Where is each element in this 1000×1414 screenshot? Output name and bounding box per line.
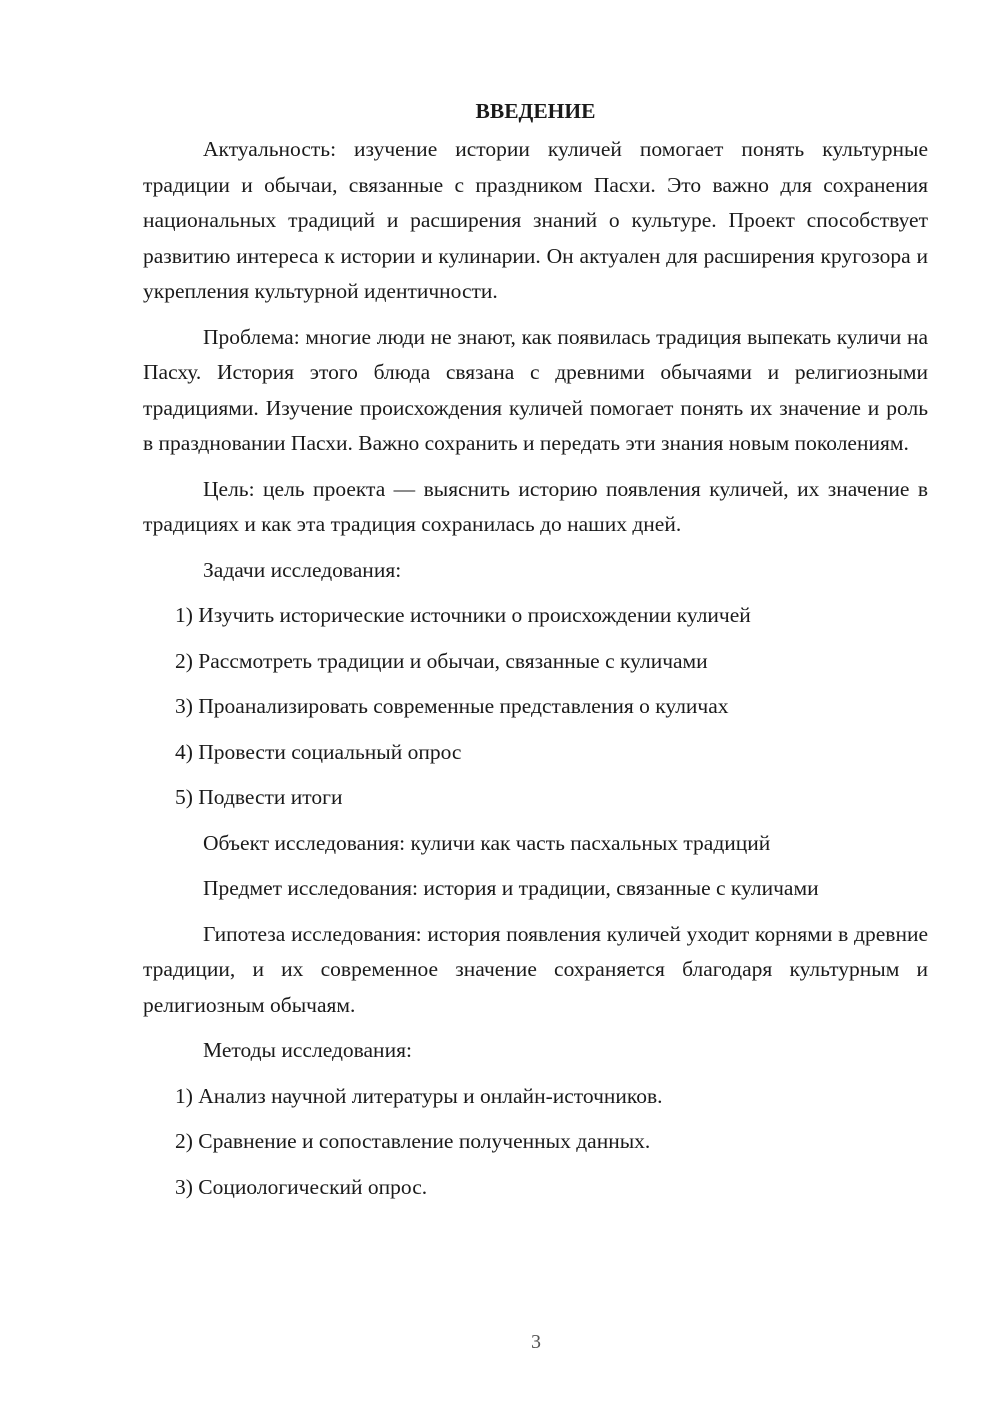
page-content (143, 94, 928, 1215)
problem-paragraph: Проблема: многие люди не знают, как появилась традиция выпекать куличи на Пасху. История этого блюда связана с древними обычаями и религиозными традициями. Изучение происхождения куличей помогает понять их значение и роль в праздновании Пасхи. Важно сохранить и передать эти знания новым поколениям. (143, 324, 928, 455)
method-item: 2) Сравнение и сопоставление полученных данных. (175, 1129, 651, 1153)
relevance-paragraph: Актуальность: изучение истории куличей помогает понять культурные традиции и обычаи, связанные с праздником Пасхи. Это важно для сохранения национальных традиций и расширения знаний о культуре. Проект способствует развитию интереса к истории и кулинарии. Он актуален для расширения кругозора и укрепления культурной идентичности. (143, 137, 928, 303)
page-number: 3 (531, 1331, 541, 1353)
page-title: ВВЕДЕНИЕ (475, 99, 596, 123)
task-item: 5) Подвести итоги (175, 785, 343, 809)
hypothesis-paragraph: Гипотеза исследования: история появления куличей уходит корнями в древние традиции, и их современное значение сохраняется благодаря культурным и религиозным обычаям. (143, 921, 928, 1017)
task-item: 3) Проанализировать современные представления о куличах (175, 694, 729, 718)
task-item: 4) Провести социальный опрос (175, 739, 462, 764)
object-line: Объект исследования: куличи как часть пасхальных традиций (203, 830, 771, 855)
methods-heading: Методы исследования: (203, 1038, 412, 1062)
subject-line: Предмет исследования: история и традиции, связанные с куличами (203, 876, 819, 900)
goal-paragraph: Цель: цель проекта — выяснить историю появления куличей, их значение в традициях и как эта традиция сохранилась до наших дней. (143, 476, 928, 536)
task-item: 2) Рассмотреть традиции и обычаи, связанные с куличами (175, 648, 708, 673)
tasks-list (143, 598, 928, 816)
method-item: 3) Социологический опрос. (175, 1174, 428, 1199)
task-item: 1) Изучить исторические источники о происхождении куличей (175, 603, 751, 627)
methods-list (143, 1079, 928, 1206)
method-item: 1) Анализ научной литературы и онлайн-источников. (175, 1083, 663, 1108)
tasks-heading: Задачи исследования: (203, 557, 402, 582)
